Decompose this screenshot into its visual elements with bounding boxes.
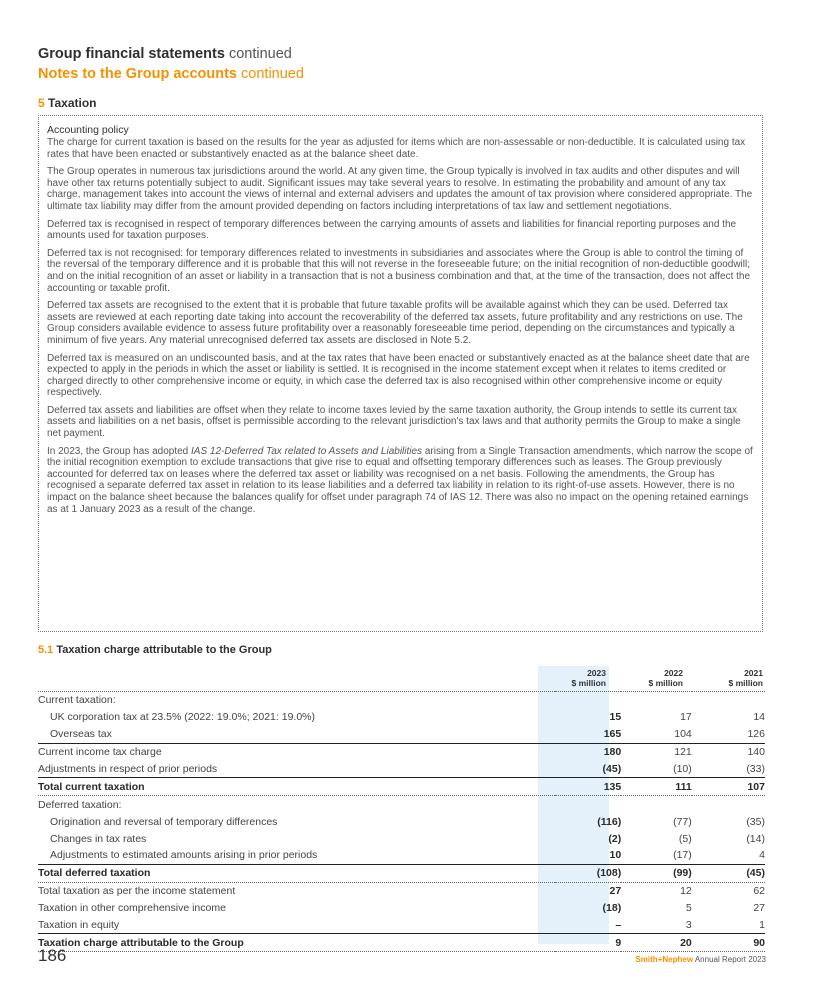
- policy-paragraph: Deferred tax is measured on an undiscounted basis, and at the tax rates that have been enacted or substantively enacted as at the balance sheet date that are expected to apply in the periods in which the asset or liability is settled. It is recognised in the income statement except when it relates to items credited or charged directly to other comprehensive income or equity, in which case the deferred tax is also recognised within other comprehensive income or equity respectively.: [47, 352, 750, 399]
- table-row: Overseas tax 165 104 126: [50, 728, 765, 741]
- column-header-2022: 2022 $ million: [648, 668, 683, 688]
- column-header-2023: 2023 $ million: [571, 668, 606, 688]
- accounting-policy-box: [38, 115, 763, 632]
- subsection-heading: 5.1 Taxation charge attributable to the Group: [38, 644, 272, 656]
- table-row: Taxation in other comprehensive income (18) 5 27: [38, 902, 765, 915]
- taxation-table: [38, 691, 765, 952]
- table-row: Origination and reversal of temporary differences (116) (77) (35): [50, 815, 765, 828]
- table-row-grand-total: Taxation charge attributable to the Group 9 20 90: [38, 934, 765, 952]
- table-row: UK corporation tax at 23.5% (2022: 19.0%; 2021: 19.0%) 15 17 14: [50, 711, 765, 724]
- table-row: Adjustments to estimated amounts arising in prior periods 10 (17) 4: [50, 849, 765, 862]
- table-row: Deferred taxation:: [38, 798, 122, 811]
- policy-paragraph: Deferred tax assets are recognised to the extent that it is probable that future taxable profits will be available against which they can be used. Deferred tax assets are reviewed at each reporting date taking into account the recoverability of the deferred tax assets, future profitability and any restrictions on use. The Group considers available evidence to assess future profitability over a reasonably foreseeable time period, depending on the circumstances and typically a minimum of five years. Any material unrecognised deferred tax assets are disclosed in Note 5.2.: [47, 300, 743, 346]
- policy-paragraph-ias12: In 2023, the Group has adopted IAS 12-Deferred Tax related to Assets and Liabilities arising from a Single Transaction amendments, which narrow the scope of the initial recognition exemption to exclude transactions that give rise to equal and offsetting temporary differences such as leases. The Group previously accounted for deferred tax on leases where the deferred tax asset or liability was recognised on a net basis. Following the amendments, the Group has recognised a separate deferred tax asset in relation to its lease liabilities and a deferred tax liability in relation to its right-of-use assets. However, there is no impact on the balance sheet because the balances qualify for offset under paragraph 74 of IAS 12. There was also no impact on the opening retained earnings as at 1 January 2023 as a result of the change.: [47, 445, 753, 515]
- policy-paragraph: The charge for current taxation is based on the results for the year as adjusted for items which are non-assessable or non-deductible. It is calculated using tax rates that have been enacted or substantively enacted as at the balance sheet date.: [47, 137, 746, 160]
- policy-paragraph: The Group operates in numerous tax jurisdictions around the world. At any given time, the Group typically is involved in tax audits and other disputes and will have other tax returns potentially subject to audit. Significant issues may take several years to resolve. In estimating the probability and amount of any tax charge, management takes into account the views of internal and external advisers and updates the amount of tax provision where considered appropriate. The ultimate tax liability may differ from the amount provided depending on factors including interpretations of tax law and settlement negotiations.: [47, 166, 753, 212]
- document-title: Group financial statements continued: [38, 46, 292, 62]
- policy-heading: Accounting policy: [47, 124, 129, 136]
- policy-paragraph: Deferred tax is recognised in respect of temporary differences between the carrying amounts of assets and liabilities for financial reporting purposes and the amounts used for taxation purposes.: [47, 218, 737, 242]
- table-row: Total taxation as per the income statement 27 12 62: [38, 885, 765, 898]
- policy-paragraph: Deferred tax is not recognised: for temporary differences related to investments in subsidiaries and associates where the Group is able to control the timing of the reversal of the temporary difference and it is probable that this will not reverse in the foreseeable future; on the initial recognition of non-deductible goodwill; and on the initial recognition of an asset or liability in a transaction that is not a business combination and that, at the time of the transaction, does not affect the accounting or taxable profit.: [47, 247, 751, 294]
- report-footer: Smith+Nephew Annual Report 2023: [635, 955, 766, 964]
- section-heading: 5 Taxation: [38, 96, 97, 110]
- table-row: Current taxation:: [38, 694, 116, 707]
- table-row-total: Total current taxation 135 111 107: [38, 778, 765, 796]
- page-number: 186: [38, 946, 67, 965]
- policy-paragraph: Deferred tax assets and liabilities are offset when they relate to income taxes levied by the same taxation authority, the Group intends to settle its current tax assets and liabilities on a net basis, offset is permissible according to the relevant jurisdiction's tax laws and that authority permits the Group to make a single net payment.: [47, 404, 741, 440]
- column-header-2021: 2021 $ million: [728, 668, 763, 688]
- table-row: Adjustments in respect of prior periods (45) (10) (33): [38, 763, 765, 775]
- table-row: Changes in tax rates (2) (5) (14): [50, 832, 765, 845]
- document-subtitle: Notes to the Group accounts continued: [38, 66, 304, 82]
- table-row-total: Total deferred taxation (108) (99) (45): [38, 864, 765, 882]
- table-row: Current income tax charge 180 121 140: [38, 743, 765, 760]
- table-row: Taxation in equity – 3 1: [38, 919, 765, 932]
